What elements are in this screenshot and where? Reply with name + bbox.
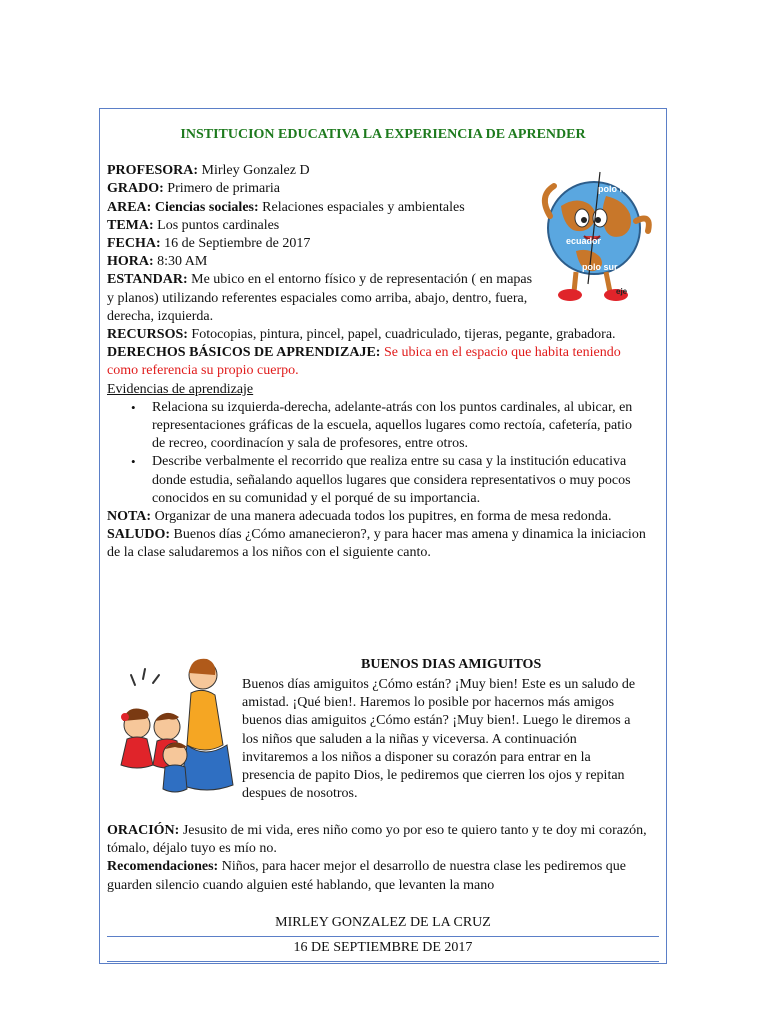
recursos-value: Fotocopias, pintura, pincel, papel, cuadriculado, tijeras, pegante, grabadora. [187, 327, 616, 343]
recomendaciones-label: Recomendaciones: [107, 859, 219, 875]
page-title: INSTITUCION EDUCATIVA LA EXPERIENCIA DE APRENDER [180, 127, 586, 142]
bullet-icon: • [131, 454, 136, 470]
signature-name: MIRLEY GONZALEZ DE LA CRUZ [275, 915, 491, 930]
date-divider [107, 961, 659, 962]
grado-value: Primero de primaria [163, 181, 281, 197]
grado-label: GRADO: [107, 181, 164, 197]
profesora-value: Mirley Gonzalez D [198, 163, 310, 179]
hora-value: 8:30 AM [153, 254, 208, 270]
list-item [131, 453, 647, 508]
song-text: Buenos días amiguitos ¿Cómo están? ¡Muy bien! Este es un saludo de amistad. ¡Qué bien!. Haremos lo posible por hacernos más amigos buenos dias amiguitos ¿Cómo están? ¡Muy bien!. Luego le diremos a los niños que saluden a la niñas y viceversa. A continuación invitaremos a los niños a disponer su corazón para entrar en la presencia de papito Dios, le pediremos que cierren los ojos y repitan despues de nosotros. [242, 677, 636, 802]
dba-value: Se ubica en el espacio que habita teniendo como referencia su propio cuerpo. [107, 345, 621, 379]
estandar-value: Me ubico en el entorno físico y de representación ( en mapas y planos) utilizando referentes espaciales como arriba, abajo, dentro, fuera, derecha, izquierda. [107, 272, 533, 324]
profesora-label: PROFESORA: [107, 163, 198, 179]
fecha-value: 16 de Septiembre de 2017 [160, 236, 311, 252]
hora-row [107, 253, 647, 271]
area-row [107, 199, 647, 217]
globe-label-south: polo sur [582, 262, 618, 272]
evidencia-text: Relaciona su izquierda-derecha, adelante-atrás con los puntos cardinales, al ubicar, en representaciones gráficas de la escuela, aquellos lugares como rectoía, cafetería, patio de recreo, coordinacíon y sala de profesores, entre otros. [152, 399, 633, 452]
oracion-row [107, 822, 659, 858]
area-value: Relaciones espaciales y ambientales [258, 199, 465, 215]
estandar-label: ESTANDAR: [107, 272, 188, 288]
evidencias-heading: Evidencias de aprendizaje [107, 381, 254, 397]
evidencia-text: Describe verbalmente el recorrido que realiza entre su casa y la institución educativa donde estudia, señalando aquellos lugares que considera representativos o muy pocos conocidos en su comunidad y el porqué de su importancia. [152, 454, 631, 506]
dba-row [107, 344, 647, 380]
recursos-label: RECURSOS: [107, 327, 188, 343]
nota-row [107, 508, 647, 526]
tema-value: Los puntos cardinales [153, 217, 280, 233]
saludo-value: Buenos días ¿Cómo amanecieron?, y para hacer mas amena y dinamica la iniciacion de la clase saludaremos a los niños con el siguiente canto. [107, 527, 646, 561]
fecha-label: FECHA: [107, 236, 161, 252]
oracion-label: ORACIÓN: [107, 823, 180, 838]
hora-label: HORA: [107, 254, 154, 270]
recomendaciones-row [107, 858, 659, 894]
list-item [131, 399, 647, 454]
oracion-value: Jesusito de mi vida, eres niño como yo por eso te quiero tanto y te doy mi corazón, tómalo, déjalo tuyo es mío no. [107, 823, 647, 857]
recursos-row [107, 326, 647, 344]
document-body [107, 126, 647, 563]
fecha-row [107, 235, 647, 253]
estandar-row [107, 271, 537, 326]
area-label: AREA: Ciencias sociales: [107, 199, 259, 215]
closing-section [107, 822, 659, 895]
tema-label: TEMA: [107, 217, 154, 233]
bullet-icon: • [131, 399, 136, 415]
nota-value: Organizar de una manera adecuada todos los pupitres, en forma de mesa redonda. [151, 509, 612, 525]
globe-label-north: polo norte [598, 184, 642, 194]
saludo-label: SALUDO: [107, 527, 171, 543]
signature-date: 16 DE SEPTIEMBRE DE 2017 [293, 940, 473, 955]
grado-row [107, 180, 647, 198]
evidencias-list [107, 399, 647, 508]
saludo-row [107, 526, 647, 562]
globe-label-axis: eje [616, 287, 628, 296]
tema-row [107, 217, 647, 235]
dba-label: DERECHOS BÁSICOS DE APRENDIZAJE: [107, 345, 381, 361]
globe-label-equator: ecuador [566, 236, 602, 246]
song-title: BUENOS DIAS AMIGUITOS [361, 657, 542, 672]
nota-label: NOTA: [107, 509, 152, 525]
kids-illustration [113, 655, 238, 805]
signature-divider [107, 936, 659, 937]
recomendaciones-value: Niños, para hacer mejor el desarrollo de nuestra clase les pediremos que guarden silencio cuando alguien esté hablando, que levanten la mano [107, 859, 626, 893]
profesora-row [107, 162, 647, 180]
